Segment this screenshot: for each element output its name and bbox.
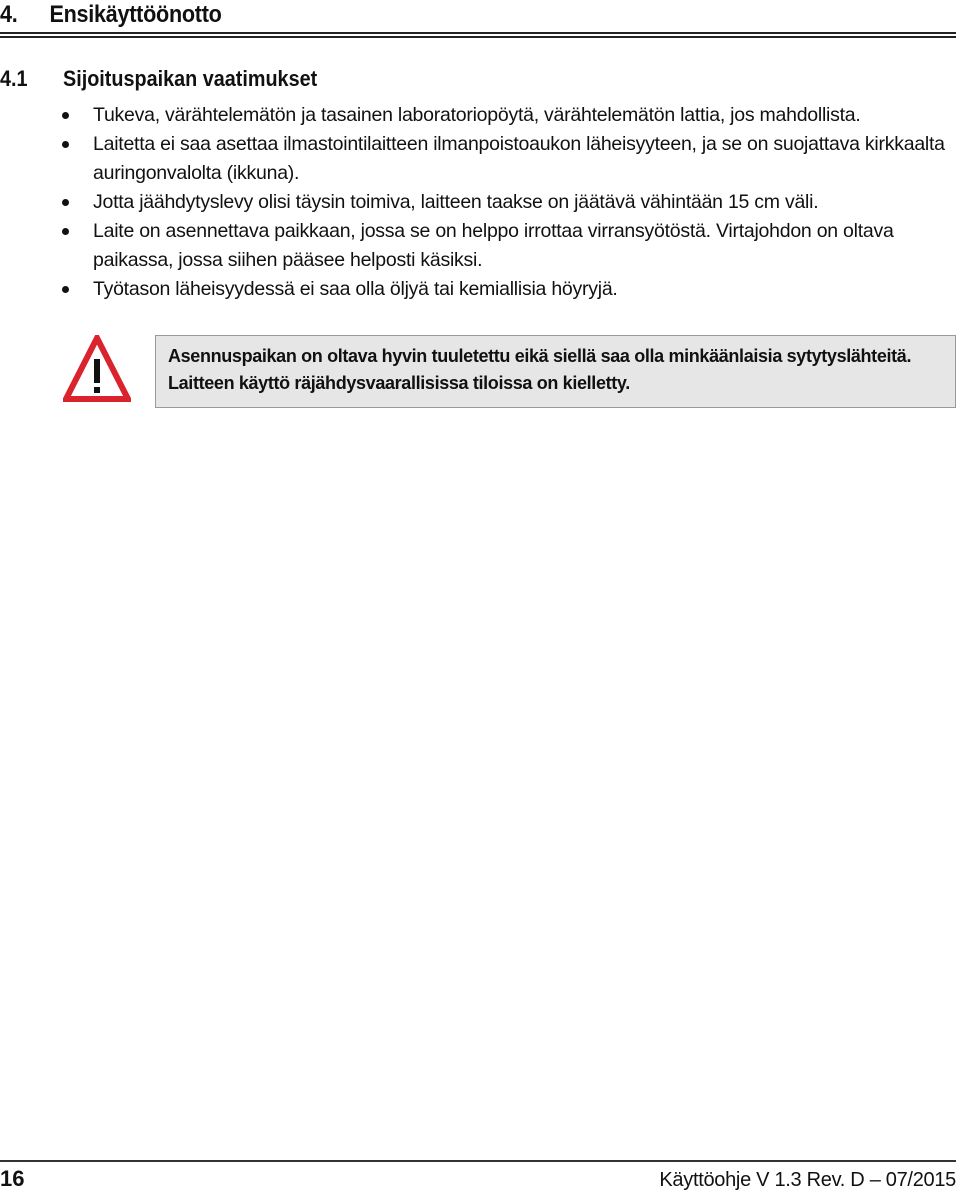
- section-title: [0, 64, 317, 94]
- chapter-number: 4.: [0, 1, 18, 28]
- section-number: 4.1: [0, 66, 28, 91]
- bullet-icon: [62, 141, 69, 148]
- section-title-text: Sijoituspaikan vaatimukset: [63, 66, 318, 91]
- list-item-text: Tukeva, värähtelemätön ja tasainen laboratoriopöytä, värähtelemätön lattia, jos mahdollista.: [93, 104, 861, 126]
- list-item: [62, 217, 957, 275]
- page-number: 16: [0, 1166, 25, 1191]
- list-item: [62, 101, 957, 130]
- list-item-text: Jotta jäähdytyslevy olisi täysin toimiva, laitteen taakse on jäätävä vähintään 15 cm väli.: [93, 191, 819, 213]
- list-item-text: Laite on asennettava paikkaan, jossa se on helppo irrottaa virransyötöstä. Virtajohdon on oltava paikassa, jossa siihen pääsee helposti käsiksi.: [93, 220, 894, 271]
- chapter-title: [0, 0, 222, 30]
- document-info: Käyttöohje V 1.3 Rev. D – 07/2015: [659, 1169, 956, 1191]
- chapter-title-text: Ensikäyttöönotto: [49, 1, 222, 28]
- bullet-icon: [62, 286, 69, 293]
- list-item-text: Laitetta ei saa asettaa ilmastointilaitteen ilmanpoistoaukon läheisyyteen, ja se on suojattava kirkkaalta auringonvalolta (ikkuna).: [93, 133, 945, 184]
- footer-rule: [0, 1160, 956, 1162]
- list-item: [62, 275, 957, 304]
- warning-triangle-icon: [63, 335, 131, 403]
- warning-box: [155, 335, 956, 408]
- bullet-icon: [62, 112, 69, 119]
- chapter-rule: [0, 32, 956, 38]
- list-item-text: Työtason läheisyydessä ei saa olla öljyä tai kemiallisia höyryjä.: [93, 278, 618, 300]
- requirements-list: [62, 101, 957, 304]
- bullet-icon: [62, 199, 69, 206]
- bullet-icon: [62, 228, 69, 235]
- list-item: [62, 130, 957, 188]
- list-item: [62, 188, 957, 217]
- warning-text: Asennuspaikan on oltava hyvin tuuletettu eikä siellä saa olla minkäänlaisia sytytyslähteitä. Laitteen käyttö räjähdysvaarallisissa tiloissa on kielletty.: [168, 346, 912, 393]
